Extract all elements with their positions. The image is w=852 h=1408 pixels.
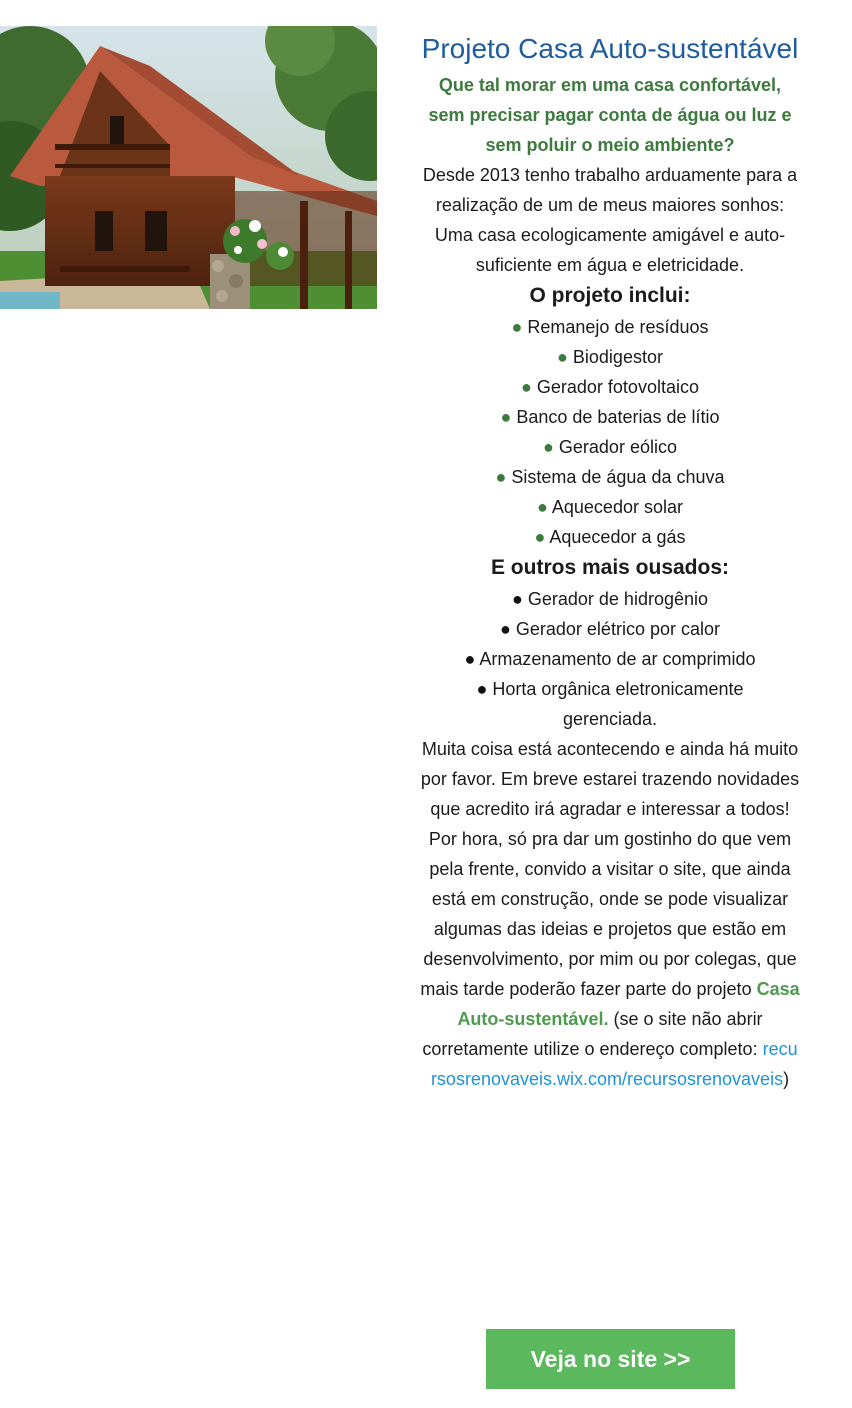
subtitle: Que tal morar em uma casa confortável, sem precisar pagar conta de água ou luz e sem poluir o meio ambiente? — [428, 75, 792, 155]
list-item: ● Remanejo de resíduos — [511, 317, 709, 337]
project-heading: O projeto inclui: — [529, 284, 691, 307]
list-item: ● Gerador eólico — [543, 437, 677, 457]
list-item: ● Banco de baterias de lítio — [500, 407, 720, 427]
site-url-link[interactable]: recursosrenovaveis.wix.com/recursosrenovaveis — [430, 1039, 798, 1089]
bullet-icon: ● — [534, 527, 546, 547]
list-item: ● Sistema de água da chuva — [495, 467, 725, 487]
bullet-icon: ● — [464, 649, 476, 669]
list-item: ● Biodigestor — [557, 347, 663, 367]
intro-paragraph: Desde 2013 tenho trabalho arduamente para a realização de um de meus maiores sonhos: Uma casa ecologicamente amigável e auto-suficiente em água e eletricidade. — [422, 165, 798, 275]
project-list — [420, 312, 800, 552]
bullet-icon: ● — [511, 317, 523, 337]
visit-site-button[interactable]: Veja no site >> — [486, 1329, 735, 1389]
daring-list — [420, 584, 800, 734]
list-item: ● Aquecedor a gás — [534, 527, 686, 547]
page-title: Projeto Casa Auto-sustentável — [421, 33, 799, 64]
bullet-icon: ● — [521, 377, 532, 397]
bullet-icon: ● — [511, 589, 523, 609]
list-item: ● Armazenamento de ar comprimido — [464, 649, 756, 669]
house-photo — [0, 26, 377, 309]
bullet-icon: ● — [500, 407, 512, 427]
list-item: ● Horta orgânica eletronicamente gerenciada. — [476, 679, 744, 729]
list-item: ● Gerador de hidrogênio — [511, 589, 708, 609]
bullet-icon: ● — [476, 679, 488, 699]
list-item: ● Gerador fotovoltaico — [521, 377, 699, 397]
bullet-icon: ● — [537, 497, 548, 517]
bullet-icon: ● — [500, 619, 511, 639]
bullet-icon: ● — [495, 467, 507, 487]
bullet-icon: ● — [543, 437, 554, 457]
list-item: ● Aquecedor solar — [537, 497, 683, 517]
list-item: ● Gerador elétrico por calor — [500, 619, 720, 639]
bullet-icon: ● — [557, 347, 568, 367]
casa-auto-sustentavel-link[interactable]: Casa Auto-sustentável. — [457, 979, 800, 1029]
daring-heading: E outros mais ousados: — [490, 556, 730, 579]
closing-paragraph: Muita coisa está acontecendo e ainda há muito por favor. Em breve estarei trazendo novidades que acredito irá agradar e interessar a todos! Por hora, só pra dar um gostinho do que vem pela frente, convido a visitar o site, que ainda está em construção, onde se pode visualizar algumas das ideias e projetos que estão em desenvolvimento, por mim ou por colegas, que mais tarde poderão fazer parte do projeto Casa Auto-sustentável. (se o site não abrir corretamente utilize o endereço completo: recursosrenovaveis.wix.com/recursosrenovaveis) — [420, 739, 800, 1089]
main-content — [420, 28, 800, 1094]
